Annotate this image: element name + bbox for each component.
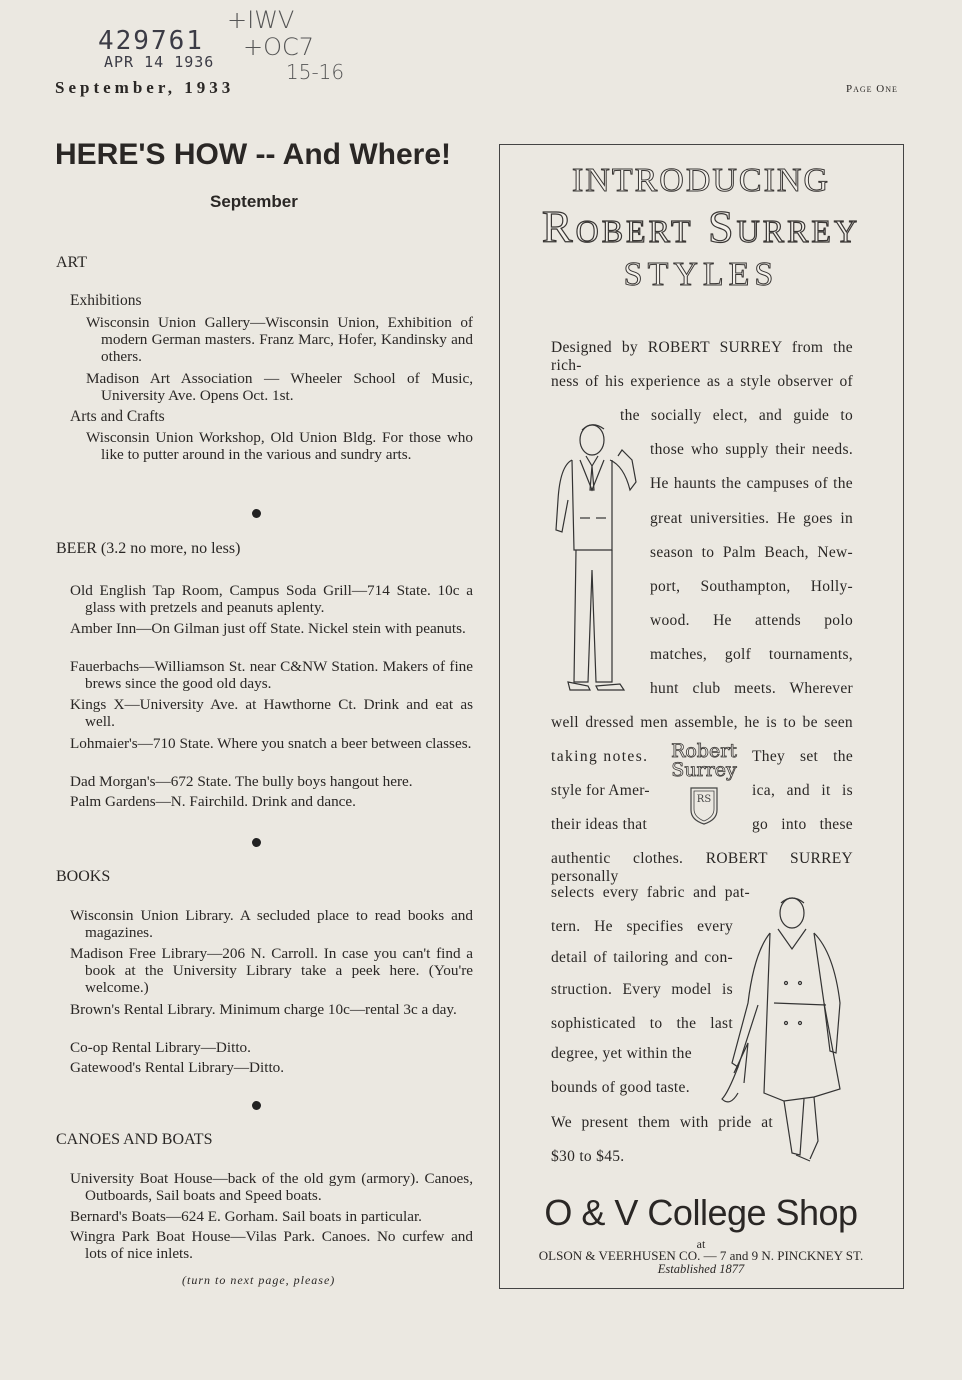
list-item: Old English Tap Room, Campus Soda Grill—714 State. 10c a glass with pretzels and peanuts aplenty. <box>70 582 473 616</box>
list-item: Kings X—University Ave. at Hawthorne Ct. Drink and eat as well. <box>70 696 473 730</box>
section-heading-beer: BEER (3.2 no more, no less) <box>56 540 241 557</box>
ad-body-line: ica, and it is <box>752 782 853 799</box>
ad-body-line: $30 to $45. <box>551 1148 625 1165</box>
ad-headline-name: Robert Surrey <box>541 201 861 252</box>
ad-body-line: taking notes. <box>551 748 649 765</box>
ad-body-line: go into these <box>752 816 853 833</box>
list-item: Fauerbachs—Williamson St. near C&NW Station. Makers of fine brews since the good old days. <box>70 658 473 692</box>
man-in-suit-illustration <box>550 420 646 696</box>
ad-body-line: well dressed men assemble, he is to be seen <box>551 714 853 731</box>
shop-at: at <box>696 1237 706 1251</box>
ad-body-line: tern. He specifies every <box>551 918 733 935</box>
list-item: Wisconsin Union Workshop, Old Union Bldg. For those who like to putter around in the various and sundry arts. <box>86 429 473 463</box>
list-item: Lohmaier's—710 State. Where you snatch a beer between classes. <box>70 735 472 752</box>
ad-body-line: degree, yet within the <box>551 1045 692 1062</box>
list-item: Madison Art Association — Wheeler School of Music, University Ave. Opens Oct. 1st. <box>86 370 473 404</box>
list-item: Wisconsin Union Gallery—Wisconsin Union, Exhibition of modern German masters. Franz Marc, Hofer, Kandinsky and others. <box>86 314 473 365</box>
list-item: Wisconsin Union Library. A secluded place to read books and magazines. <box>70 907 473 941</box>
shield-icon <box>689 786 719 826</box>
logo-name-line: Surrey <box>671 759 737 781</box>
handwritten-note: +OC7 <box>243 33 315 61</box>
list-item: Madison Free Library—206 N. Carroll. In case you can't find a book at the University Library take a peek here. (You're welcome.) <box>70 945 473 996</box>
guide-title: HERE'S HOW -- And Where! <box>55 138 452 171</box>
section-divider-dot <box>252 509 261 518</box>
section-heading-canoes: CANOES AND BOATS <box>56 1131 213 1148</box>
section-heading-books: BOOKS <box>56 868 111 885</box>
shop-established: Established 1877 <box>657 1262 745 1276</box>
ad-body-line: wood. He attends polo <box>650 612 853 629</box>
guide-subtitle: September <box>210 192 298 211</box>
ad-body-line: He haunts the campuses of the <box>650 475 853 492</box>
ad-body-line: ness of his experience as a style observer of <box>551 373 853 390</box>
shop-address: OLSON & VEERHUSEN CO. — 7 and 9 N. PINCKNEY ST. <box>538 1248 864 1263</box>
ad-body-line: style for Amer- <box>551 782 650 799</box>
ad-body-line: sophisticated to the last <box>551 1015 733 1032</box>
logo-name-line: Robert <box>671 740 737 762</box>
list-item: Wingra Park Boat House—Vilas Park. Canoes. No curfew and lots of nice inlets. <box>70 1228 473 1262</box>
list-item: Amber Inn—On Gilman just off State. Nickel stein with peanuts. <box>70 620 466 637</box>
ad-body-line: struction. Every model is <box>551 981 733 998</box>
list-item: Brown's Rental Library. Minimum charge 10c—rental 3c a day. <box>70 1001 457 1018</box>
list-item: Co-op Rental Library—Ditto. <box>70 1039 251 1056</box>
ad-body-line: detail of tailoring and con- <box>551 949 733 966</box>
list-item: Gatewood's Rental Library—Ditto. <box>70 1059 285 1076</box>
robert-surrey-logo <box>668 742 740 850</box>
ad-body-line: matches, golf tournaments, <box>650 646 853 663</box>
ad-headline-intro: INTRODUCING <box>571 162 831 199</box>
logo-monogram: RS <box>696 794 712 805</box>
ad-body-line: selects every fabric and pat- <box>551 884 750 901</box>
ad-body-line: authentic clothes. ROBERT SURREY personally <box>551 850 853 885</box>
ad-body-line: hunt club meets. Wherever <box>650 680 853 697</box>
received-date-stamp: APR 14 1936 <box>104 53 215 71</box>
handwritten-note: +IWV <box>227 6 295 34</box>
ad-body-line: Designed by ROBERT SURREY from the rich- <box>551 339 853 374</box>
shop-name: O & V College Shop <box>544 1192 858 1233</box>
handwritten-note: 15-16 <box>286 60 345 84</box>
continuation-note: (turn to next page, please) <box>182 1273 336 1287</box>
list-item: Palm Gardens—N. Fairchild. Drink and dance. <box>70 793 356 810</box>
ad-body-line: those who supply their needs. <box>650 441 853 458</box>
section-heading-art: ART <box>56 254 88 271</box>
ad-body-line: bounds of good taste. <box>551 1079 690 1096</box>
ad-body-line: their ideas that <box>551 816 648 833</box>
ad-body-line: They set the <box>752 748 853 765</box>
issue-date: September, 1933 <box>55 78 235 97</box>
ad-body-line: the socially elect, and guide to <box>620 407 853 424</box>
list-item: Bernard's Boats—624 E. Gorham. Sail boats in particular. <box>70 1208 422 1225</box>
ad-body-line: season to Palm Beach, New- <box>650 544 853 561</box>
list-item: Dad Morgan's—672 State. The bully boys hangout here. <box>70 773 413 790</box>
ad-body-line: great universities. He goes in <box>650 510 853 527</box>
ad-body-line: port, Southampton, Holly- <box>650 578 853 595</box>
subheading-exhibitions: Exhibitions <box>70 292 142 309</box>
catalog-number-stamp: 429761 <box>98 26 204 56</box>
ad-headline-styles: STYLES <box>623 256 779 293</box>
subheading-arts-and-crafts: Arts and Crafts <box>70 408 165 425</box>
section-divider-dot <box>252 1101 261 1110</box>
ad-body-line: We present them with pride at <box>551 1114 773 1131</box>
list-item: University Boat House—back of the old gym (armory). Canoes, Outboards, Sail boats and Speed boats. <box>70 1170 473 1204</box>
page-label: Page One <box>846 83 898 95</box>
section-divider-dot <box>252 838 261 847</box>
